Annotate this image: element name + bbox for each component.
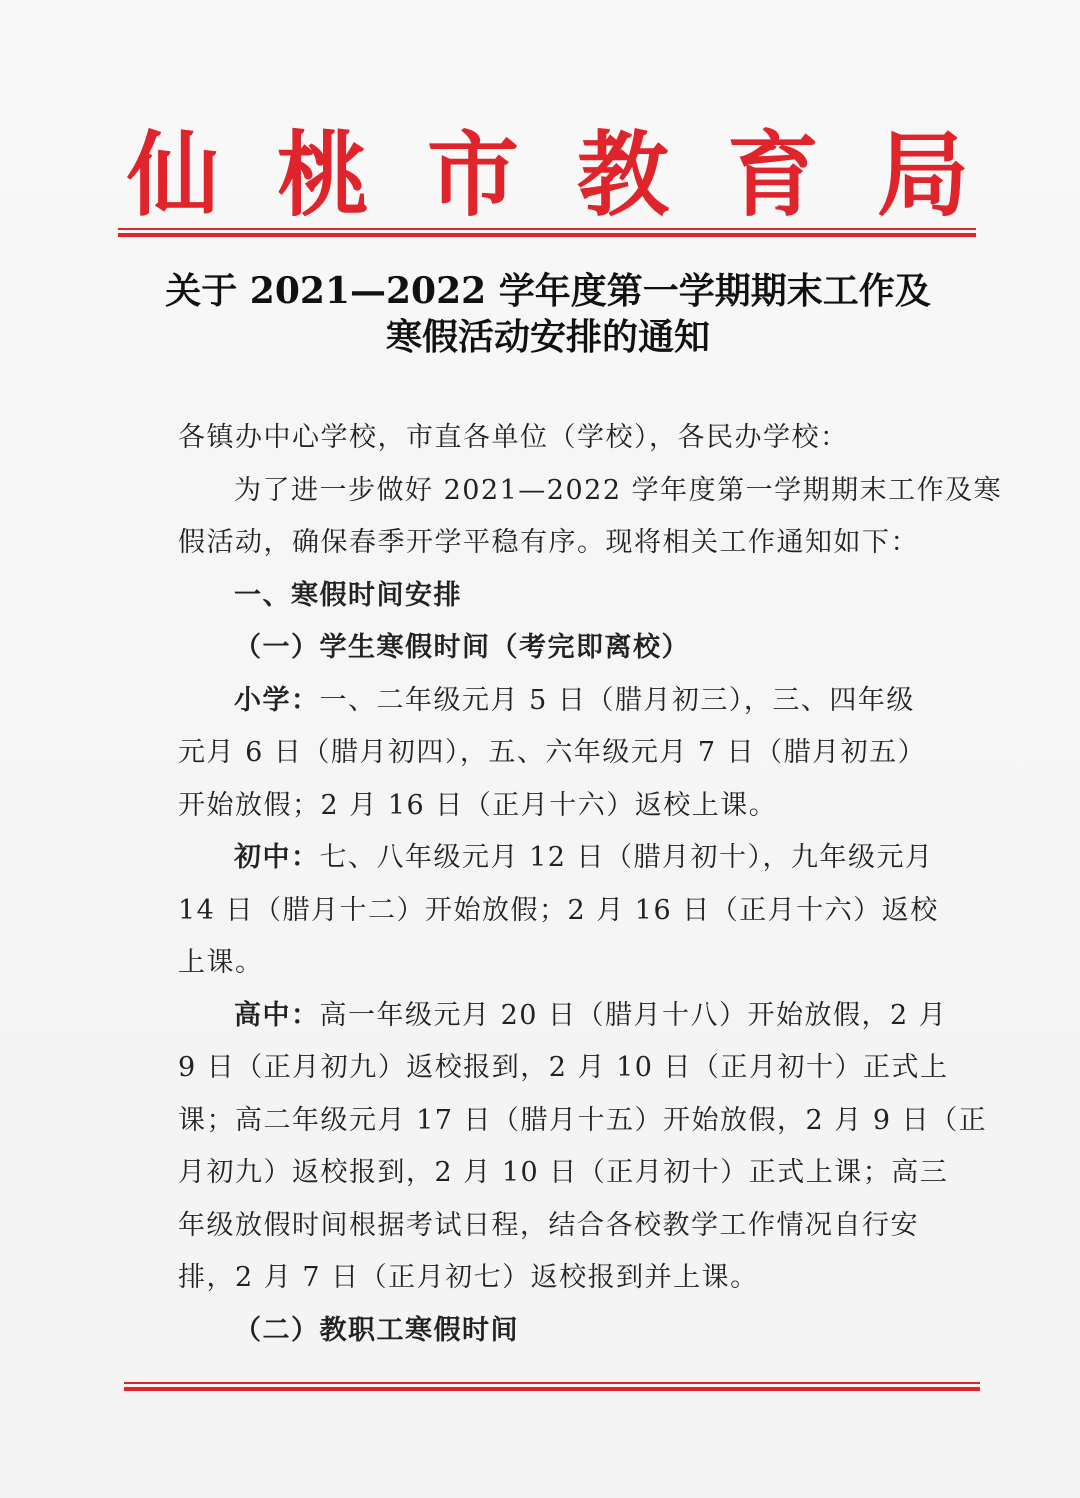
intro-line: 为了进一步做好 2021—2022 学年度第一学期期末工作及寒 [234, 474, 1003, 506]
senior-text: 高一年级元月 20 日（腊月十八）开始放假，2 月 [319, 999, 948, 1031]
junior-line: 14 日（腊月十二）开始放假；2 月 16 日（正月十六）返校 [178, 894, 939, 926]
section-heading-1: 一、寒假时间安排 [234, 579, 462, 611]
senior-line: 年级放假时间根据考试日程，结合各校教学工作情况自行安 [178, 1209, 919, 1241]
senior-line: 课；高二年级元月 17 日（腊月十五）开始放假，2 月 9 日（正 [178, 1104, 988, 1136]
primary-text: 一、二年级元月 5 日（腊月初三），三、四年级 [319, 684, 915, 716]
primary-line: 开始放假；2 月 16 日（正月十六）返校上课。 [178, 789, 778, 821]
document-title [120, 268, 976, 360]
senior-line: 月初九）返校报到，2 月 10 日（正月初十）正式上课；高三 [178, 1157, 949, 1188]
junior-line: 上课。 [178, 947, 264, 978]
title-line-1: 关于 2021—2022 学年度第一学期期末工作及 [165, 270, 931, 312]
senior-label: 高中： [234, 999, 320, 1031]
junior-line [178, 832, 934, 885]
senior-line: 排，2 月 7 日（正月初七）返校报到并上课。 [178, 1262, 759, 1293]
footer-red-divider [124, 1382, 980, 1391]
header-char: 桃 [276, 121, 369, 229]
junior-school-paragraph [178, 832, 939, 990]
senior-line: 9 日（正月初九）返校报到，2 月 10 日（正月初十）正式上 [178, 1052, 949, 1083]
subsection-heading-2: （二）教职工寒假时间 [234, 1314, 519, 1346]
header-char: 市 [426, 121, 519, 229]
junior-label: 初中： [234, 842, 320, 873]
primary-line: 元月 6 日（腊月初四），五、六年级元月 7 日（腊月初五） [178, 737, 927, 768]
junior-text: 七、八年级元月 12 日（腊月初十），九年级元月 [319, 842, 934, 873]
senior-school-paragraph [178, 990, 988, 1305]
primary-label: 小学： [234, 684, 320, 716]
subsection-heading-1: （一）学生寒假时间（考完即离校） [234, 632, 690, 663]
header-char: 局 [876, 121, 969, 229]
senior-line [178, 990, 948, 1043]
title-line-2: 寒假活动安排的通知 [385, 316, 710, 358]
intro-paragraph [178, 465, 1003, 570]
document-body [178, 412, 1003, 1357]
header-char: 育 [726, 121, 819, 229]
intro-line: 假活动，确保春季开学平稳有序。现将相关工作通知如下： [178, 527, 919, 558]
header-red-divider [118, 228, 976, 237]
primary-school-paragraph [178, 675, 927, 833]
header-char: 仙 [126, 121, 219, 229]
issuing-authority-header [118, 120, 978, 230]
header-char: 教 [576, 121, 669, 229]
salutation: 各镇办中心学校，市直各单位（学校），各民办学校： [178, 422, 849, 453]
primary-line [178, 675, 923, 728]
